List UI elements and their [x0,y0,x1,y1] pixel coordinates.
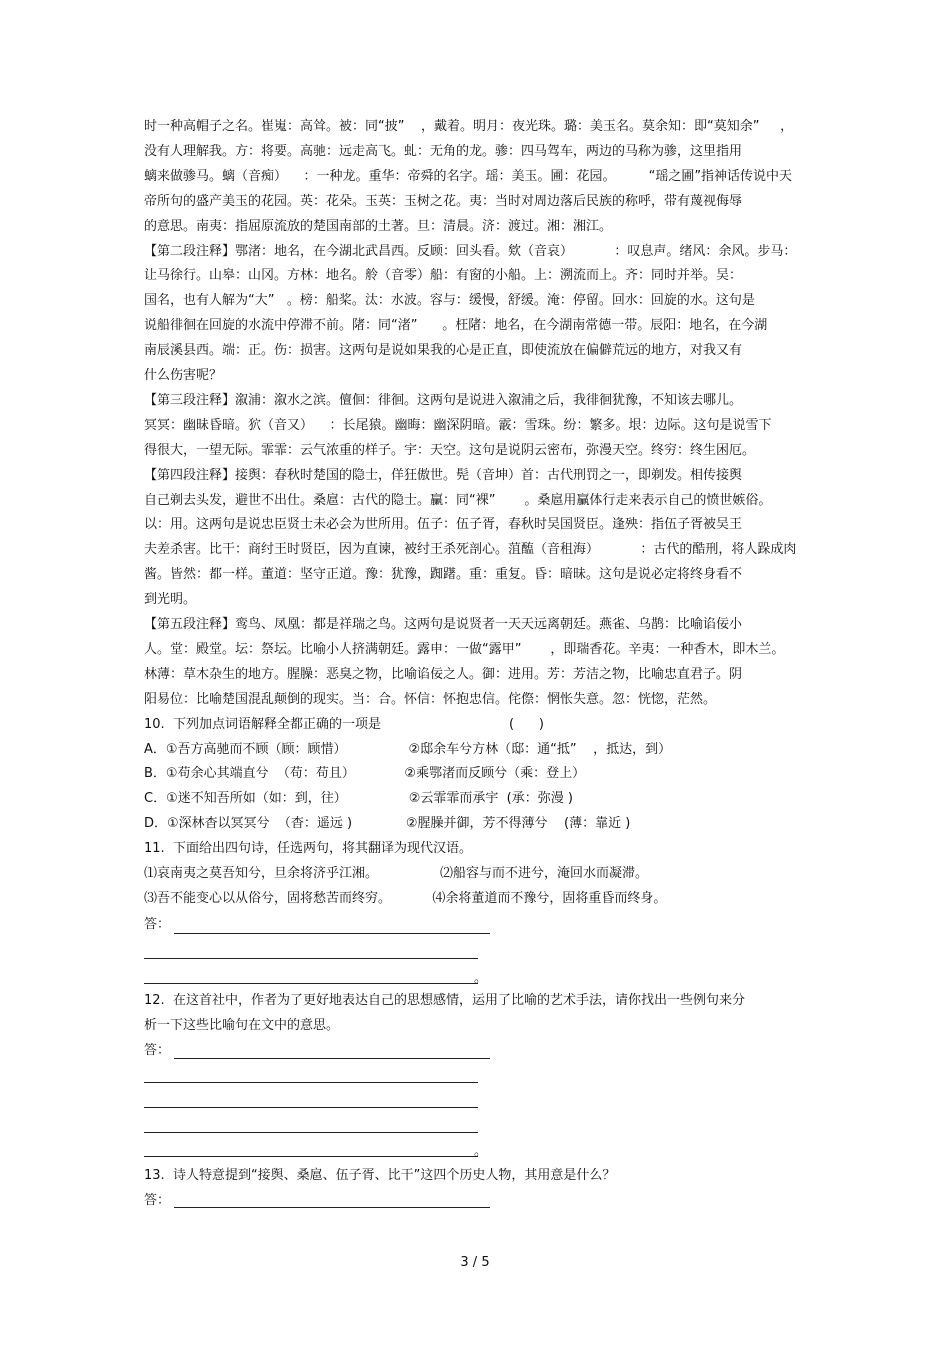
text-line: 南辰溪县西。端：正。伤：损害。这两句是说如果我的心是正直，即使流放在偏僻荒远的地方，对我又有 [144,343,743,358]
text-line: 人。堂：殿堂。坛：祭坛。比喻小人挤满朝廷。露申：一做“露甲” ，即瑞香花。辛夷：一种香木，即木兰。 [144,642,785,657]
text-line: 得很大，一望无际。霏霏：云气浓重的样子。宇：天空。这句是说阴云密布，弥漫天空。终穷：终生困厄。 [144,443,756,458]
page-number: 3 / 5 [460,1255,490,1270]
answer-line[interactable] [174,1207,490,1208]
answer-label-q11: 答： [144,917,171,932]
answer-label-q13: 答： [144,1193,171,1208]
text-line: B．①苟余心其端直兮 （苟：苟且） ②乘鄂渚而反顾兮（乘：登上） [144,766,586,781]
text-line: 没有人理解我。方：将要。高驰：远走高飞。虬：无角的龙。骖：四马驾车，两边的马称为骖，这里指用 [144,144,743,159]
end-period: 。 [474,971,488,986]
text-line: 国名，也有人解为“大” 。榜：船桨。汰：水波。容与：缓慢，舒缓。淹：停留。回水：回旋的水。这句是 [144,293,755,308]
answer-line[interactable] [144,958,478,959]
text-line: 的意思。南夷：指屈原流放的楚国南部的土著。旦：清晨。济：渡过。湘：湘江。 [144,219,613,234]
text-line: 酱。皆然：都一样。董道：坚守正道。豫：犹豫，踟躇。重：重复。昏：暗昧。这句是说必定将终身看不 [144,567,743,582]
text-line: 以：用。这两句是说忠臣贤士未必会为世所用。伍子：伍子胥，春秋时吴国贤臣。逢殃：指伍子胥被吴王 [144,517,743,532]
answer-label-q12: 答： [144,1043,171,1058]
text-line: 11. 下面给出四句诗，任选两句，将其翻译为现代汉语。 [144,841,472,856]
text-line: 螭来做骖马。螭（音痴） ：一种龙。重华：帝舜的名字。瑶：美玉。圃：花园。 “瑶之圃”指神话传说中天 [144,169,793,184]
text-line: 自己剃去头发，避世不出仕。桑扈：古代的隐士。臝：同“裸” 。桑扈用臝体行走来表示自己的愤世嫉俗。 [144,493,772,508]
text-line: 林薄：草木杂生的地方。腥臊：恶臭之物，比喻谄佞之人。御：进用。芳：芳洁之物，比喻忠直君子。阴 [144,667,743,682]
text-line: 什么伤害呢？ [144,368,223,383]
text-line: 【第三段注释】溆浦：溆水之滨。儃佪：徘徊。这两句是说进入溆浦之后，我徘徊犹豫，不知该去哪儿。 [144,393,743,408]
answer-line[interactable] [144,1156,478,1157]
question-13: 13. 诗人特意提到“接舆、桑扈、伍子胥、比干”这四个历史人物，其用意是什么？ [144,1168,616,1183]
text-line: ⑴哀南夷之莫吾知兮，旦余将济乎江湘。 ⑵船容与而不进兮，淹回水而凝滞。 [144,866,648,881]
text-line: 让马徐行。山皋：山冈。方林：地名。舲（音零）船：有窗的小船。上：溯流而上。齐：同时并举。吴： [144,268,743,283]
question-12-line-2: 析一下这些比喻句在文中的意思。 [144,1018,340,1033]
text-line: 10. 下列加点词语解释全都正确的一项是 ( ) [144,717,544,732]
question-12-line-1: 12. 在这首社中，作者为了更好地表达自己的思想感情，运用了比喻的艺术手法，请你找出一些例句来分 [144,993,745,1008]
answer-line[interactable] [144,1132,478,1133]
text-line: 【第五段注释】鸾鸟、凤凰：都是祥瑞之鸟。这两句是说贤者一天天远离朝廷。燕雀、乌鹊：比喻谄佞小 [144,617,743,632]
text-line: 【第二段注释】鄂渚：地名，在今湖北武昌西。反顾：回头看。欸（音哀） ：叹息声。绪风：余风。步马： [144,244,797,259]
answer-line[interactable] [144,983,478,984]
text-line: C．①迷不知吾所如（如：到，往） ②云霏霏而承宇 (承：弥漫 ) [144,791,573,806]
answer-line[interactable] [144,1107,478,1108]
text-line: A．①吾方高驰而不顾（顾：顾惜） ②邸余车兮方林（邸：通“抵” ，抵达，到） [144,742,672,757]
text-line: 时一种高帽子之名。崔嵬：高耸。被：同“披” ，戴着。明月：夜光珠。璐：美玉名。莫余知：即“莫知余” ， [144,119,794,134]
end-period: 。 [474,1144,488,1159]
text-line: 阳易位：比喻楚国混乱颠倒的现实。当：合。怀信：怀抱忠信。侘傺：惘怅失意。忽：恍惚，茫然。 [144,692,717,707]
answer-line[interactable] [174,933,490,934]
text-line: ⑶吾不能变心以从俗兮，固将愁苦而终穷。 ⑷余将董道而不豫兮，固将重昏而终身。 [144,891,667,906]
text-line: 夫差杀害。比干：商纣王时贤臣，因为直谏，被纣王杀死剖心。菹醢（音租海） ：古代的酷刑，将人跺成肉 [144,542,797,557]
answer-line[interactable] [174,1058,490,1059]
answer-line[interactable] [144,1082,478,1083]
text-line: D．①深林杳以冥冥兮 （杳：遥远 ) ②腥臊并御，芳不得薄兮 (薄：靠近 ) [144,816,631,831]
text-line: 【第四段注释】接舆：春秋时楚国的隐士，佯狂傲世。髡（音坤）首：古代刑罚之一，即剃发。相传接舆 [144,468,743,483]
text-line: 说船徘徊在回旋的水流中停滞不前。陼：同“渚” 。枉陼：地名，在今湖南常德一带。辰阳：地名，在今湖 [144,318,768,333]
text-line: 帝所句的盛产美玉的花园。英：花朵。玉英：玉树之花。夷：当时对周边落后民族的称呼，带有蔑视侮辱 [144,194,743,209]
text-line: 到光明。 [144,592,197,607]
text-line: 冥冥：幽昧昏暗。狖（音又） ：长尾猿。幽晦：幽深阴暗。霰：雪珠。纷：繁多。垠：边际。这句是说雪下 [144,418,772,433]
